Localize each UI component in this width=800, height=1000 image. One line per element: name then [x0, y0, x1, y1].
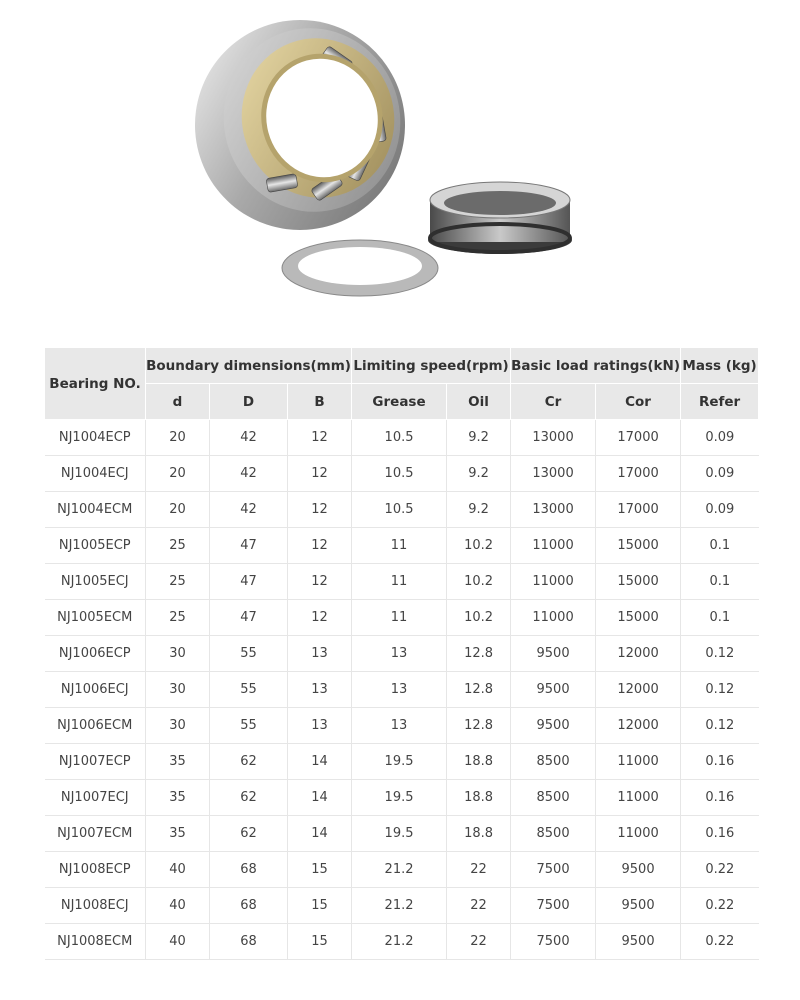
bearing-product-image	[180, 0, 600, 330]
cell-cor: 12000	[596, 672, 681, 708]
cell-B: 12	[288, 420, 352, 456]
cell-cor: 15000	[596, 564, 681, 600]
cell-grease: 11	[352, 600, 447, 636]
cell-cor: 17000	[596, 420, 681, 456]
cell-mass: 0.1	[681, 600, 759, 636]
cell-mass: 0.16	[681, 780, 759, 816]
cell-grease: 10.5	[352, 456, 447, 492]
cell-grease: 19.5	[352, 780, 447, 816]
cell-mass: 0.16	[681, 816, 759, 852]
cell-bearing-no: NJ1005ECP	[45, 528, 146, 564]
cell-D: 62	[210, 816, 288, 852]
table-row	[45, 528, 759, 564]
cell-bearing-no: NJ1005ECJ	[45, 564, 146, 600]
cell-cor: 11000	[596, 744, 681, 780]
cell-cr: 13000	[511, 456, 596, 492]
cell-cor: 9500	[596, 888, 681, 924]
cell-d: 30	[146, 708, 210, 744]
cell-grease: 21.2	[352, 852, 447, 888]
cell-d: 20	[146, 420, 210, 456]
subheader-D: D	[210, 384, 288, 420]
cell-d: 40	[146, 852, 210, 888]
cell-mass: 0.09	[681, 456, 759, 492]
cell-bearing-no: NJ1006ECM	[45, 708, 146, 744]
cell-bearing-no: NJ1004ECJ	[45, 456, 146, 492]
cell-d: 35	[146, 816, 210, 852]
cell-bearing-no: NJ1005ECM	[45, 600, 146, 636]
table-row	[45, 744, 759, 780]
cell-B: 13	[288, 672, 352, 708]
cell-cor: 11000	[596, 780, 681, 816]
cell-bearing-no: NJ1004ECP	[45, 420, 146, 456]
cell-oil: 18.8	[447, 744, 511, 780]
cell-oil: 9.2	[447, 420, 511, 456]
cell-B: 15	[288, 924, 352, 960]
header-basic-load-ratings: Basic load ratings(kN)	[511, 348, 681, 384]
cell-B: 12	[288, 600, 352, 636]
cell-oil: 12.8	[447, 636, 511, 672]
cell-d: 25	[146, 564, 210, 600]
cell-oil: 22	[447, 888, 511, 924]
cell-B: 12	[288, 456, 352, 492]
cell-B: 13	[288, 708, 352, 744]
cell-grease: 13	[352, 672, 447, 708]
cell-D: 68	[210, 852, 288, 888]
cell-cr: 9500	[511, 636, 596, 672]
cell-bearing-no: NJ1008ECM	[45, 924, 146, 960]
cell-oil: 22	[447, 924, 511, 960]
cell-bearing-no: NJ1007ECM	[45, 816, 146, 852]
header-bearing-no: Bearing NO.	[45, 348, 146, 420]
cell-d: 40	[146, 924, 210, 960]
cell-cor: 12000	[596, 636, 681, 672]
cell-oil: 10.2	[447, 564, 511, 600]
cell-B: 14	[288, 780, 352, 816]
cell-oil: 10.2	[447, 528, 511, 564]
cell-D: 42	[210, 420, 288, 456]
table-row	[45, 600, 759, 636]
cell-mass: 0.1	[681, 564, 759, 600]
table-row	[45, 924, 759, 960]
cell-D: 42	[210, 456, 288, 492]
table-row	[45, 492, 759, 528]
cell-cr: 8500	[511, 744, 596, 780]
cell-D: 47	[210, 600, 288, 636]
cell-D: 68	[210, 924, 288, 960]
cell-mass: 0.09	[681, 420, 759, 456]
table-row	[45, 780, 759, 816]
subheader-cor: Cor	[596, 384, 681, 420]
cell-oil: 9.2	[447, 456, 511, 492]
cell-grease: 19.5	[352, 816, 447, 852]
cell-d: 20	[146, 456, 210, 492]
cell-D: 47	[210, 528, 288, 564]
cell-cr: 13000	[511, 492, 596, 528]
cell-oil: 12.8	[447, 708, 511, 744]
cell-grease: 10.5	[352, 420, 447, 456]
cell-mass: 0.1	[681, 528, 759, 564]
table-row	[45, 708, 759, 744]
header-mass: Mass (kg)	[681, 348, 759, 384]
cell-cr: 7500	[511, 852, 596, 888]
cell-d: 25	[146, 600, 210, 636]
cell-mass: 0.12	[681, 636, 759, 672]
cell-bearing-no: NJ1008ECP	[45, 852, 146, 888]
cell-grease: 21.2	[352, 888, 447, 924]
table-row	[45, 816, 759, 852]
cell-mass: 0.22	[681, 888, 759, 924]
cell-d: 40	[146, 888, 210, 924]
cell-bearing-no: NJ1006ECJ	[45, 672, 146, 708]
table-row	[45, 636, 759, 672]
cell-cr: 11000	[511, 600, 596, 636]
cell-oil: 12.8	[447, 672, 511, 708]
cell-cr: 8500	[511, 816, 596, 852]
cell-mass: 0.12	[681, 672, 759, 708]
cell-B: 12	[288, 492, 352, 528]
cell-cr: 7500	[511, 924, 596, 960]
cell-B: 13	[288, 636, 352, 672]
table-row	[45, 852, 759, 888]
cell-cr: 11000	[511, 564, 596, 600]
table-row	[45, 672, 759, 708]
cell-bearing-no: NJ1008ECJ	[45, 888, 146, 924]
cell-d: 30	[146, 672, 210, 708]
cell-oil: 22	[447, 852, 511, 888]
cell-d: 25	[146, 528, 210, 564]
cell-bearing-no: NJ1006ECP	[45, 636, 146, 672]
cell-cr: 9500	[511, 708, 596, 744]
cell-cor: 9500	[596, 852, 681, 888]
cell-cor: 9500	[596, 924, 681, 960]
table-row	[45, 420, 759, 456]
cell-D: 55	[210, 672, 288, 708]
cell-grease: 10.5	[352, 492, 447, 528]
cell-D: 62	[210, 780, 288, 816]
cell-mass: 0.09	[681, 492, 759, 528]
cell-bearing-no: NJ1007ECJ	[45, 780, 146, 816]
cell-bearing-no: NJ1004ECM	[45, 492, 146, 528]
cell-d: 30	[146, 636, 210, 672]
cell-d: 35	[146, 744, 210, 780]
cell-oil: 18.8	[447, 816, 511, 852]
cell-grease: 21.2	[352, 924, 447, 960]
cell-D: 55	[210, 636, 288, 672]
cell-B: 15	[288, 852, 352, 888]
cell-grease: 13	[352, 708, 447, 744]
cell-oil: 9.2	[447, 492, 511, 528]
subheader-oil: Oil	[447, 384, 511, 420]
cell-B: 15	[288, 888, 352, 924]
table-body	[45, 420, 759, 960]
cell-cor: 17000	[596, 492, 681, 528]
cell-grease: 11	[352, 528, 447, 564]
cell-grease: 19.5	[352, 744, 447, 780]
cell-cor: 17000	[596, 456, 681, 492]
cell-D: 55	[210, 708, 288, 744]
cell-D: 42	[210, 492, 288, 528]
cell-B: 14	[288, 744, 352, 780]
cell-mass: 0.12	[681, 708, 759, 744]
cell-B: 12	[288, 564, 352, 600]
cell-D: 68	[210, 888, 288, 924]
cell-d: 35	[146, 780, 210, 816]
cell-grease: 11	[352, 564, 447, 600]
cell-B: 12	[288, 528, 352, 564]
table-row	[45, 888, 759, 924]
header-limiting-speed: Limiting speed(rpm)	[352, 348, 511, 384]
subheader-d: d	[146, 384, 210, 420]
cell-cor: 15000	[596, 600, 681, 636]
cell-d: 20	[146, 492, 210, 528]
cell-cr: 7500	[511, 888, 596, 924]
cell-cor: 15000	[596, 528, 681, 564]
cell-oil: 18.8	[447, 780, 511, 816]
cell-mass: 0.22	[681, 924, 759, 960]
cell-cor: 12000	[596, 708, 681, 744]
subheader-grease: Grease	[352, 384, 447, 420]
cell-D: 47	[210, 564, 288, 600]
subheader-B: B	[288, 384, 352, 420]
table-row	[45, 456, 759, 492]
cell-cr: 11000	[511, 528, 596, 564]
cell-cr: 9500	[511, 672, 596, 708]
cell-cr: 13000	[511, 420, 596, 456]
cell-mass: 0.16	[681, 744, 759, 780]
subheader-refer: Refer	[681, 384, 759, 420]
cell-cr: 8500	[511, 780, 596, 816]
cell-B: 14	[288, 816, 352, 852]
cell-oil: 10.2	[447, 600, 511, 636]
header-boundary-dimensions: Boundary dimensions(mm)	[146, 348, 352, 384]
table-row	[45, 564, 759, 600]
cell-bearing-no: NJ1007ECP	[45, 744, 146, 780]
cell-cor: 11000	[596, 816, 681, 852]
cell-mass: 0.22	[681, 852, 759, 888]
bearing-spec-table	[44, 347, 759, 960]
cell-D: 62	[210, 744, 288, 780]
subheader-cr: Cr	[511, 384, 596, 420]
cell-grease: 13	[352, 636, 447, 672]
